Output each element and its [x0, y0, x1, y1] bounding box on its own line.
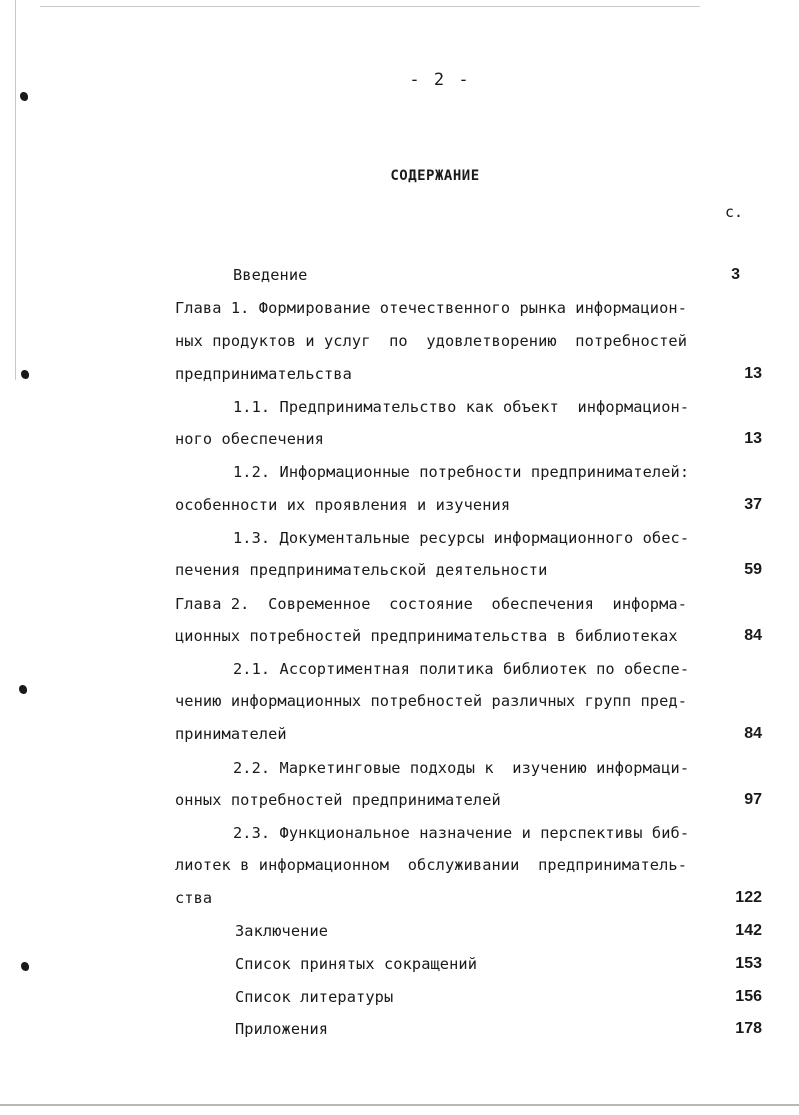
- punch-hole-mark: [19, 685, 27, 694]
- punch-hole-mark: [20, 92, 28, 101]
- toc-entry-chapter-2: ционных потребностей предпринимательства в библиотеках: [175, 627, 678, 645]
- toc-entry-chapter-1: ных продуктов и услуг по удовлетворению потребностей: [175, 332, 688, 350]
- toc-entry-conclusion: Заключение: [235, 922, 329, 940]
- toc-title: СОДЕРЖАНИЕ: [390, 168, 480, 184]
- toc-entry-chapter-1: предпринимательства: [175, 365, 352, 383]
- toc-page-number: 153: [735, 955, 762, 972]
- toc-entry-section-2-1: чению информационных потребностей различных групп пред-: [175, 692, 688, 710]
- toc-page-number: 84: [744, 627, 762, 644]
- toc-page-number: 59: [744, 561, 762, 578]
- toc-page-number: 13: [744, 365, 762, 382]
- toc-entry-abbreviations: Список принятых сокращений: [235, 955, 478, 973]
- toc-entry-section-1-1: ного обеспечения: [175, 430, 324, 448]
- toc-entry-section-2-2: 2.2. Маркетинговые подходы к изучению информаци-: [233, 759, 690, 777]
- toc-page-number: 84: [744, 725, 762, 742]
- toc-page-number: 156: [735, 988, 762, 1005]
- toc-page-number: 142: [735, 922, 762, 939]
- toc-entry-section-2-3: 2.3. Функциональное назначение и перспективы биб-: [233, 824, 690, 842]
- toc-entry-section-2-1: принимателей: [175, 725, 287, 743]
- toc-entry-chapter-2: Глава 2. Современное состояние обеспечения информа-: [175, 595, 688, 613]
- punch-hole-mark: [21, 962, 29, 971]
- toc-entry-bibliography: Список литературы: [235, 988, 394, 1006]
- toc-entry-section-1-3: печения предпринимательской деятельности: [175, 561, 548, 579]
- toc-entry-section-1-2: особенности их проявления и изучения: [175, 496, 511, 514]
- toc-entry-section-1-2: 1.2. Информационные потребности предпринимателей:: [233, 463, 690, 481]
- scan-artifact-left: [15, 0, 16, 380]
- page-column-label: с.: [725, 203, 744, 221]
- toc-entry-chapter-1: Глава 1. Формирование отечественного рынка информацион-: [175, 299, 688, 317]
- toc-entry-appendices: Приложения: [235, 1020, 329, 1038]
- toc-entry-section-2-2: онных потребностей предпринимателей: [175, 791, 501, 809]
- toc-entry-section-1-3: 1.3. Документальные ресурсы информационного обес-: [233, 529, 690, 547]
- toc-entry-introduction: Введение: [233, 266, 308, 284]
- toc-page-number: 37: [744, 496, 762, 513]
- scan-artifact-bottom: [0, 1104, 799, 1106]
- toc-entry-section-2-3: лиотек в информационном обслуживании предприниматель-: [175, 856, 688, 874]
- toc-page-number: 122: [735, 889, 762, 906]
- toc-page-number: 13: [744, 430, 762, 447]
- toc-entry-section-1-1: 1.1. Предпринимательство как объект информацион-: [233, 398, 690, 416]
- toc-entry-section-2-1: 2.1. Ассортиментная политика библиотек по обеспе-: [233, 660, 690, 678]
- page-number: - 2 -: [409, 70, 471, 90]
- toc-page-number: 97: [744, 791, 762, 808]
- toc-page-number: 178: [735, 1020, 762, 1037]
- toc-entry-section-2-3: ства: [175, 889, 213, 907]
- punch-hole-mark: [21, 370, 29, 379]
- scan-artifact-top: [40, 6, 700, 7]
- toc-page-number: 3: [731, 266, 740, 283]
